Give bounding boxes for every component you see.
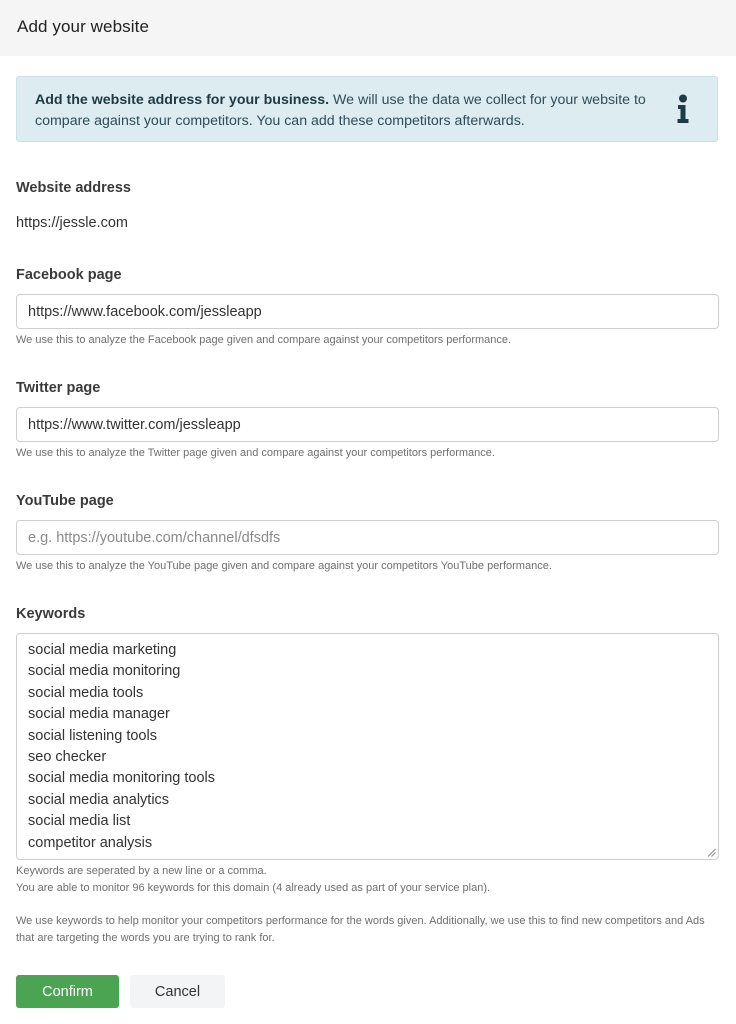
youtube-page-help: We use this to analyze the YouTube page given and compare against your competitors YouTube performance. <box>16 560 552 572</box>
keywords-help-limit: You are able to monitor 96 keywords for this domain (4 already used as part of your service plan). <box>16 882 491 894</box>
keyword-item: seo checker <box>28 749 107 766</box>
keyword-item: competitor analysis <box>28 834 153 851</box>
keyword-item: social media manager <box>28 706 170 723</box>
keyword-item: social media monitoring <box>28 663 181 680</box>
keyword-item: social media analytics <box>28 791 170 808</box>
website-address-value: https://jessle.com <box>16 215 129 231</box>
youtube-page-input[interactable] <box>16 520 719 555</box>
keywords-help-separator: Keywords are seperated by a new line or a comma. <box>16 865 267 877</box>
info-icon <box>676 94 690 124</box>
info-banner-text <box>35 90 675 132</box>
keywords-list <box>28 640 215 854</box>
website-address-label: Website address <box>16 180 131 196</box>
keywords-textarea[interactable] <box>16 633 719 860</box>
info-banner-body: We will use the data we collect for your website to compare against your competitors. You can add these competitors afterwards. <box>35 92 646 129</box>
info-banner <box>16 76 718 142</box>
keyword-item: social media tools <box>28 684 144 701</box>
resize-handle-icon[interactable] <box>707 848 716 857</box>
modal-title: Add your website <box>17 17 150 36</box>
youtube-page-label: YouTube page <box>16 493 114 509</box>
twitter-page-input[interactable] <box>16 407 719 442</box>
facebook-page-input[interactable] <box>16 294 719 329</box>
twitter-page-help: We use this to analyze the Twitter page given and compare against your competitors performance. <box>16 447 495 459</box>
info-banner-bold: Add the website address for your business. <box>35 92 330 108</box>
keywords-help-description: We use keywords to help monitor your competitors performance for the words given. Additionally, we use this to find new competitors and Ads that are targeting the words you are trying to rank for. <box>16 915 705 944</box>
keyword-item: social media marketing <box>28 642 177 658</box>
confirm-button[interactable]: Confirm <box>16 975 119 1008</box>
keyword-item: social media list <box>28 813 131 830</box>
keywords-label: Keywords <box>16 606 86 622</box>
keyword-item: social listening tools <box>28 727 157 744</box>
facebook-page-label: Facebook page <box>16 267 122 283</box>
keyword-item: social media monitoring tools <box>28 770 215 787</box>
modal-header <box>0 0 736 56</box>
cancel-button[interactable]: Cancel <box>130 975 225 1008</box>
twitter-page-label: Twitter page <box>16 380 101 396</box>
facebook-page-help: We use this to analyze the Facebook page given and compare against your competitors performance. <box>16 334 512 346</box>
